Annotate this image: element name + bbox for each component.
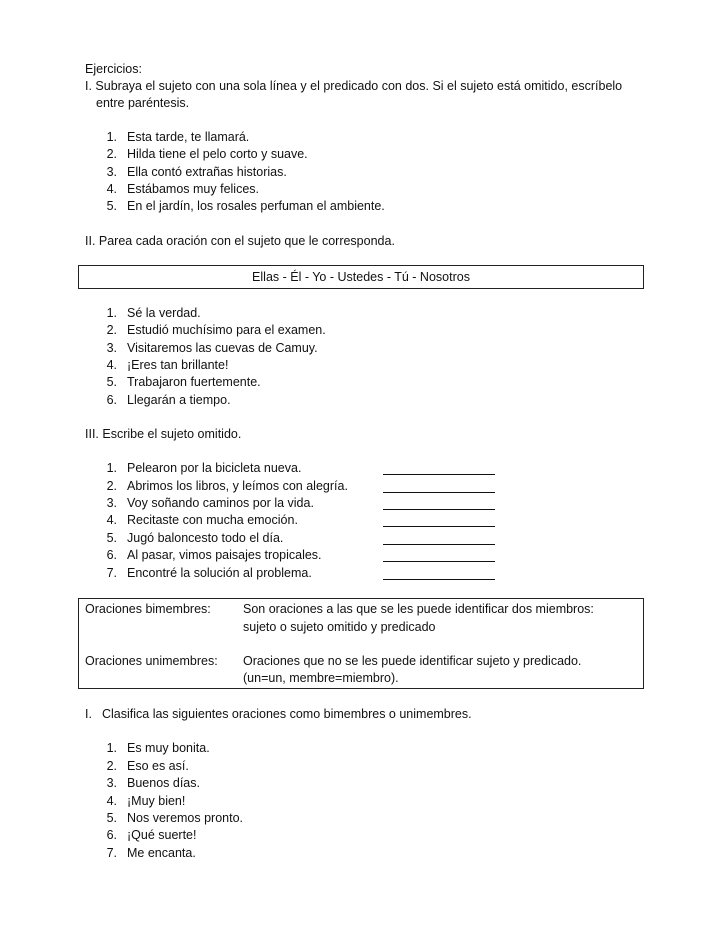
list-item-text: Llegarán a tiempo. <box>127 393 231 407</box>
list-item-text: ¡Qué suerte! <box>127 828 197 842</box>
list-item-text: Es muy bonita. <box>127 741 210 755</box>
list-item-number: 4. <box>106 513 117 527</box>
section3-title: III. Escribe el sujeto omitido. <box>85 427 242 441</box>
list-item-number: 3. <box>106 341 117 355</box>
list-item-text: Me encanta. <box>127 846 196 860</box>
list-item-text: Eso es así. <box>127 759 189 773</box>
list-item-text: Recitaste con mucha emoción. <box>127 513 298 527</box>
list-item-text: Ella contó extrañas historias. <box>127 165 287 179</box>
list-item-number: 4. <box>106 182 117 196</box>
list-item-number: 5. <box>106 199 117 213</box>
definition-text-unimembres-line2: (un=un, membre=miembro). <box>243 671 399 685</box>
definition-text-bimembres-line1: Son oraciones a las que se les puede identificar dos miembros: <box>243 602 594 616</box>
definition-term-unimembres: Oraciones unimembres: <box>85 654 218 668</box>
list-item-number: 7. <box>106 566 117 580</box>
definitions-box <box>78 598 644 689</box>
list-item-text: Hilda tiene el pelo corto y suave. <box>127 147 308 161</box>
answer-blank-line[interactable] <box>383 544 495 545</box>
definition-term-bimembres: Oraciones bimembres: <box>85 602 211 616</box>
list-item-number: 2. <box>106 479 117 493</box>
list-item-number: 6. <box>106 393 117 407</box>
list-item-number: 2. <box>106 759 117 773</box>
list-item-text: Jugó baloncesto todo el día. <box>127 531 284 545</box>
answer-blank-line[interactable] <box>383 579 495 580</box>
section1-title-line1: I. Subraya el sujeto con una sola línea y el predicado con dos. Si el sujeto está omitido, escríbelo <box>85 79 623 93</box>
list-item-number: 3. <box>106 776 117 790</box>
answer-blank-line[interactable] <box>383 526 495 527</box>
answer-blank-line[interactable] <box>383 561 495 562</box>
section2-title: II. Parea cada oración con el sujeto que le corresponda. <box>85 234 395 248</box>
list-item-number: 3. <box>106 165 117 179</box>
list-item-text: Estudió muchísimo para el examen. <box>127 323 326 337</box>
list-item-text: ¡Eres tan brillante! <box>127 358 229 372</box>
list-item-text: Visitaremos las cuevas de Camuy. <box>127 341 318 355</box>
list-item-number: 5. <box>106 811 117 825</box>
heading: Ejercicios: <box>85 62 142 76</box>
section4-number: I. <box>85 707 92 721</box>
list-item-number: 7. <box>106 846 117 860</box>
section4-title: Clasifica las siguientes oraciones como bimembres o unimembres. <box>102 707 472 721</box>
answer-blank-line[interactable] <box>383 492 495 493</box>
list-item-text: Buenos días. <box>127 776 200 790</box>
list-item-text: Abrimos los libros, y leímos con alegría. <box>127 479 348 493</box>
list-item-number: 1. <box>106 130 117 144</box>
definition-text-unimembres-line1: Oraciones que no se les puede identificar sujeto y predicado. <box>243 654 582 668</box>
list-item-text: Voy soñando caminos por la vida. <box>127 496 314 510</box>
list-item-text: En el jardín, los rosales perfuman el ambiente. <box>127 199 385 213</box>
list-item-number: 1. <box>106 741 117 755</box>
definition-text-bimembres-line2: sujeto o sujeto omitido y predicado <box>243 620 436 634</box>
list-item-number: 1. <box>106 306 117 320</box>
word-bank-box <box>78 265 644 289</box>
list-item-text: Trabajaron fuertemente. <box>127 375 261 389</box>
list-item-number: 2. <box>106 323 117 337</box>
answer-blank-line[interactable] <box>383 509 495 510</box>
list-item-number: 1. <box>106 461 117 475</box>
list-item-number: 2. <box>106 147 117 161</box>
list-item-text: Nos veremos pronto. <box>127 811 244 825</box>
answer-blank-line[interactable] <box>383 474 495 475</box>
word-bank-text: Ellas - Él - Yo - Ustedes - Tú - Nosotros <box>252 270 470 284</box>
list-item-text: Estábamos muy felices. <box>127 182 259 196</box>
list-item-number: 5. <box>106 375 117 389</box>
list-item-text: Sé la verdad. <box>127 306 201 320</box>
list-item-number: 4. <box>106 358 117 372</box>
list-item-number: 4. <box>106 794 117 808</box>
list-item-number: 6. <box>106 828 117 842</box>
list-item-text: Al pasar, vimos paisajes tropicales. <box>127 548 322 562</box>
section1-title-line2: entre paréntesis. <box>96 96 190 110</box>
list-item-text: Esta tarde, te llamará. <box>127 130 250 144</box>
list-item-number: 5. <box>106 531 117 545</box>
list-item-text: Pelearon por la bicicleta nueva. <box>127 461 302 475</box>
list-item-text: ¡Muy bien! <box>127 794 186 808</box>
list-item-text: Encontré la solución al problema. <box>127 566 312 580</box>
list-item-number: 6. <box>106 548 117 562</box>
list-item-number: 3. <box>106 496 117 510</box>
